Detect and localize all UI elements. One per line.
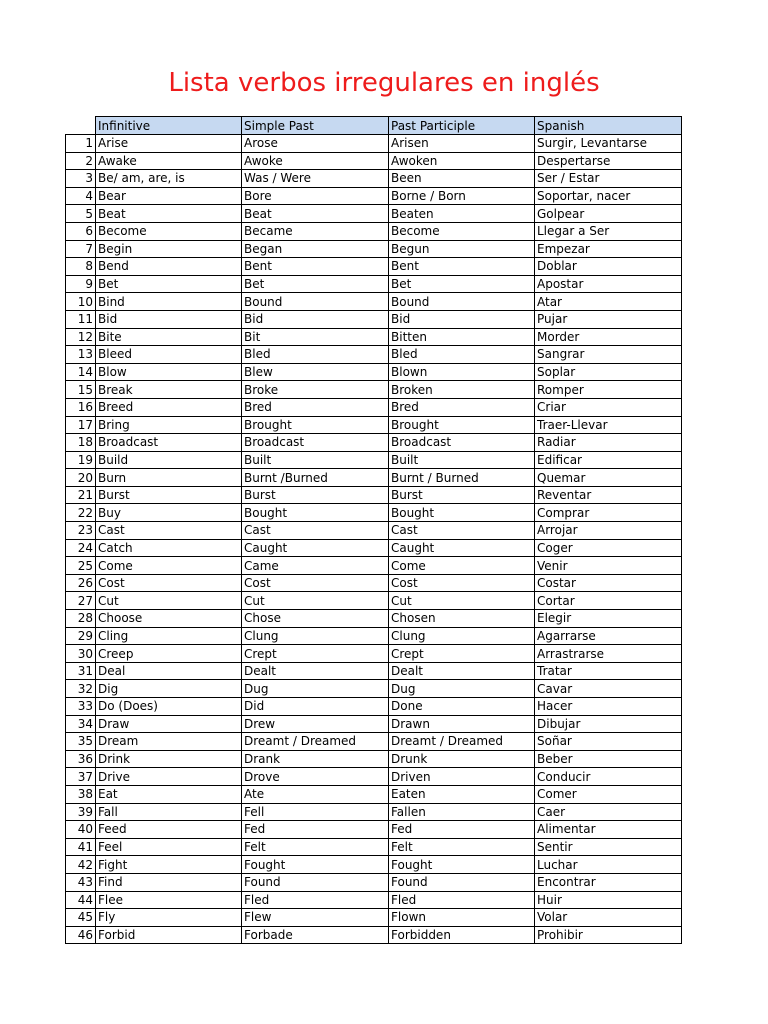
- infinitive-cell: Bind: [96, 293, 242, 311]
- simple-past-cell: Chose: [242, 610, 389, 628]
- row-number: 22: [66, 504, 96, 522]
- table-row: [66, 645, 682, 663]
- simple-past-cell: Forbade: [242, 926, 389, 944]
- spanish-cell: Luchar: [535, 856, 682, 874]
- past-participle-cell: Forbidden: [389, 926, 535, 944]
- page-title: Lista verbos irregulares en inglés: [168, 68, 600, 98]
- table-row: [66, 187, 682, 205]
- spanish-cell: Golpear: [535, 205, 682, 223]
- simple-past-cell: Caught: [242, 539, 389, 557]
- simple-past-cell: Bit: [242, 328, 389, 346]
- table-body: [66, 135, 682, 944]
- infinitive-cell: Bend: [96, 258, 242, 276]
- simple-past-cell: Clung: [242, 627, 389, 645]
- past-participle-cell: Arisen: [389, 135, 535, 153]
- infinitive-cell: Bring: [96, 416, 242, 434]
- spanish-cell: Sangrar: [535, 346, 682, 364]
- table-row: [66, 469, 682, 487]
- simple-past-cell: Bled: [242, 346, 389, 364]
- table-row: [66, 398, 682, 416]
- simple-past-cell: Fell: [242, 803, 389, 821]
- past-participle-cell: Done: [389, 698, 535, 716]
- simple-past-cell: Came: [242, 557, 389, 575]
- spanish-cell: Reventar: [535, 486, 682, 504]
- infinitive-cell: Be/ am, are, is: [96, 170, 242, 188]
- table-row: [66, 381, 682, 399]
- table-row: [66, 926, 682, 944]
- spanish-cell: Conducir: [535, 768, 682, 786]
- spanish-cell: Sentir: [535, 838, 682, 856]
- row-number: 10: [66, 293, 96, 311]
- simple-past-cell: Awoke: [242, 152, 389, 170]
- spanish-cell: Comer: [535, 785, 682, 803]
- simple-past-cell: Dug: [242, 680, 389, 698]
- row-number: 7: [66, 240, 96, 258]
- row-number: 34: [66, 715, 96, 733]
- row-number: 35: [66, 733, 96, 751]
- infinitive-cell: Bear: [96, 187, 242, 205]
- table-row: [66, 662, 682, 680]
- spanish-cell: Elegir: [535, 610, 682, 628]
- table-row: [66, 434, 682, 452]
- past-participle-cell: Dreamt / Dreamed: [389, 733, 535, 751]
- table-row: [66, 152, 682, 170]
- row-number: 28: [66, 610, 96, 628]
- simple-past-cell: Dealt: [242, 662, 389, 680]
- row-number: 21: [66, 486, 96, 504]
- row-number: 33: [66, 698, 96, 716]
- spanish-cell: Soplar: [535, 363, 682, 381]
- simple-past-cell: Broke: [242, 381, 389, 399]
- past-participle-cell: Felt: [389, 838, 535, 856]
- past-participle-cell: Fled: [389, 891, 535, 909]
- row-number: 19: [66, 451, 96, 469]
- spanish-cell: Agarrarse: [535, 627, 682, 645]
- row-number: 18: [66, 434, 96, 452]
- infinitive-cell: Fight: [96, 856, 242, 874]
- row-number: 6: [66, 222, 96, 240]
- infinitive-cell: Cast: [96, 522, 242, 540]
- row-number: 44: [66, 891, 96, 909]
- simple-past-cell: Felt: [242, 838, 389, 856]
- infinitive-cell: Break: [96, 381, 242, 399]
- simple-past-cell: Bore: [242, 187, 389, 205]
- table-row: [66, 416, 682, 434]
- infinitive-cell: Bet: [96, 275, 242, 293]
- infinitive-cell: Cost: [96, 574, 242, 592]
- spanish-cell: Soportar, nacer: [535, 187, 682, 205]
- infinitive-cell: Burst: [96, 486, 242, 504]
- row-number: 23: [66, 522, 96, 540]
- simple-past-cell: Flew: [242, 909, 389, 927]
- spanish-cell: Empezar: [535, 240, 682, 258]
- table-row: [66, 733, 682, 751]
- spanish-cell: Traer-Llevar: [535, 416, 682, 434]
- past-participle-cell: Fought: [389, 856, 535, 874]
- simple-past-cell: Burnt /Burned: [242, 469, 389, 487]
- spanish-cell: Comprar: [535, 504, 682, 522]
- simple-past-cell: Bet: [242, 275, 389, 293]
- table-row: [66, 803, 682, 821]
- row-number: 36: [66, 750, 96, 768]
- simple-past-cell: Burst: [242, 486, 389, 504]
- infinitive-cell: Come: [96, 557, 242, 575]
- row-number: 25: [66, 557, 96, 575]
- table-row: [66, 750, 682, 768]
- simple-past-cell: Drove: [242, 768, 389, 786]
- past-participle-cell: Cost: [389, 574, 535, 592]
- simple-past-cell: Cost: [242, 574, 389, 592]
- past-participle-cell: Flown: [389, 909, 535, 927]
- table-row: [66, 293, 682, 311]
- row-number: 30: [66, 645, 96, 663]
- past-participle-cell: Become: [389, 222, 535, 240]
- infinitive-cell: Bleed: [96, 346, 242, 364]
- simple-past-cell: Fled: [242, 891, 389, 909]
- row-number: 9: [66, 275, 96, 293]
- past-participle-cell: Come: [389, 557, 535, 575]
- row-number: 16: [66, 398, 96, 416]
- past-participle-cell: Been: [389, 170, 535, 188]
- simple-past-cell: Broadcast: [242, 434, 389, 452]
- spanish-cell: Arrojar: [535, 522, 682, 540]
- irregular-verbs-table: [65, 116, 682, 944]
- table-row: [66, 873, 682, 891]
- past-participle-cell: Clung: [389, 627, 535, 645]
- table-row: [66, 909, 682, 927]
- table-row: [66, 522, 682, 540]
- table-row: [66, 310, 682, 328]
- spanish-cell: Alimentar: [535, 821, 682, 839]
- infinitive-cell: Bite: [96, 328, 242, 346]
- infinitive-cell: Become: [96, 222, 242, 240]
- table-row: [66, 610, 682, 628]
- infinitive-cell: Cut: [96, 592, 242, 610]
- row-number: 3: [66, 170, 96, 188]
- row-number: 31: [66, 662, 96, 680]
- past-participle-cell: Bet: [389, 275, 535, 293]
- spanish-cell: Despertarse: [535, 152, 682, 170]
- header-spanish: Spanish: [535, 117, 682, 135]
- spanish-cell: Arrastrarse: [535, 645, 682, 663]
- past-participle-cell: Found: [389, 873, 535, 891]
- simple-past-cell: Drew: [242, 715, 389, 733]
- infinitive-cell: Fall: [96, 803, 242, 821]
- infinitive-cell: Forbid: [96, 926, 242, 944]
- past-participle-cell: Chosen: [389, 610, 535, 628]
- spanish-cell: Soñar: [535, 733, 682, 751]
- spanish-cell: Caer: [535, 803, 682, 821]
- past-participle-cell: Begun: [389, 240, 535, 258]
- infinitive-cell: Drink: [96, 750, 242, 768]
- table-row: [66, 451, 682, 469]
- header-corner: [66, 117, 96, 135]
- row-number: 38: [66, 785, 96, 803]
- simple-past-cell: Beat: [242, 205, 389, 223]
- table-row: [66, 504, 682, 522]
- row-number: 13: [66, 346, 96, 364]
- simple-past-cell: Arose: [242, 135, 389, 153]
- row-number: 26: [66, 574, 96, 592]
- row-number: 27: [66, 592, 96, 610]
- row-number: 5: [66, 205, 96, 223]
- simple-past-cell: Built: [242, 451, 389, 469]
- past-participle-cell: Driven: [389, 768, 535, 786]
- simple-past-cell: Found: [242, 873, 389, 891]
- infinitive-cell: Deal: [96, 662, 242, 680]
- header-simple-past: Simple Past: [242, 117, 389, 135]
- past-participle-cell: Bought: [389, 504, 535, 522]
- infinitive-cell: Feel: [96, 838, 242, 856]
- infinitive-cell: Drive: [96, 768, 242, 786]
- spanish-cell: Costar: [535, 574, 682, 592]
- past-participle-cell: Borne / Born: [389, 187, 535, 205]
- simple-past-cell: Brought: [242, 416, 389, 434]
- spanish-cell: Beber: [535, 750, 682, 768]
- row-number: 43: [66, 873, 96, 891]
- past-participle-cell: Drunk: [389, 750, 535, 768]
- past-participle-cell: Broadcast: [389, 434, 535, 452]
- past-participle-cell: Broken: [389, 381, 535, 399]
- past-participle-cell: Built: [389, 451, 535, 469]
- infinitive-cell: Breed: [96, 398, 242, 416]
- table-row: [66, 891, 682, 909]
- simple-past-cell: Did: [242, 698, 389, 716]
- infinitive-cell: Burn: [96, 469, 242, 487]
- table-row: [66, 838, 682, 856]
- spanish-cell: Radiar: [535, 434, 682, 452]
- row-number: 14: [66, 363, 96, 381]
- simple-past-cell: Bred: [242, 398, 389, 416]
- infinitive-cell: Fly: [96, 909, 242, 927]
- table-row: [66, 328, 682, 346]
- header-infinitive: Infinitive: [96, 117, 242, 135]
- spanish-cell: Tratar: [535, 662, 682, 680]
- simple-past-cell: Fed: [242, 821, 389, 839]
- spanish-cell: Hacer: [535, 698, 682, 716]
- row-number: 2: [66, 152, 96, 170]
- spanish-cell: Cavar: [535, 680, 682, 698]
- infinitive-cell: Beat: [96, 205, 242, 223]
- past-participle-cell: Bitten: [389, 328, 535, 346]
- past-participle-cell: Fed: [389, 821, 535, 839]
- past-participle-cell: Drawn: [389, 715, 535, 733]
- header-past-participle: Past Participle: [389, 117, 535, 135]
- past-participle-cell: Blown: [389, 363, 535, 381]
- table-row: [66, 785, 682, 803]
- table-row: [66, 574, 682, 592]
- infinitive-cell: Do (Does): [96, 698, 242, 716]
- infinitive-cell: Flee: [96, 891, 242, 909]
- past-participle-cell: Bound: [389, 293, 535, 311]
- table-row: [66, 275, 682, 293]
- past-participle-cell: Crept: [389, 645, 535, 663]
- simple-past-cell: Fought: [242, 856, 389, 874]
- past-participle-cell: Cast: [389, 522, 535, 540]
- row-number: 1: [66, 135, 96, 153]
- table-row: [66, 346, 682, 364]
- table-row: [66, 363, 682, 381]
- past-participle-cell: Bid: [389, 310, 535, 328]
- row-number: 15: [66, 381, 96, 399]
- row-number: 41: [66, 838, 96, 856]
- past-participle-cell: Bent: [389, 258, 535, 276]
- table-row: [66, 715, 682, 733]
- table-row: [66, 821, 682, 839]
- simple-past-cell: Became: [242, 222, 389, 240]
- spanish-cell: Dibujar: [535, 715, 682, 733]
- table-row: [66, 258, 682, 276]
- past-participle-cell: Burst: [389, 486, 535, 504]
- table-row: [66, 539, 682, 557]
- table-row: [66, 680, 682, 698]
- row-number: 29: [66, 627, 96, 645]
- spanish-cell: Doblar: [535, 258, 682, 276]
- row-number: 20: [66, 469, 96, 487]
- row-number: 40: [66, 821, 96, 839]
- infinitive-cell: Creep: [96, 645, 242, 663]
- infinitive-cell: Blow: [96, 363, 242, 381]
- simple-past-cell: Was / Were: [242, 170, 389, 188]
- table-row: [66, 856, 682, 874]
- infinitive-cell: Build: [96, 451, 242, 469]
- infinitive-cell: Dream: [96, 733, 242, 751]
- past-participle-cell: Dug: [389, 680, 535, 698]
- table-row: [66, 768, 682, 786]
- table-row: [66, 557, 682, 575]
- infinitive-cell: Arise: [96, 135, 242, 153]
- infinitive-cell: Bid: [96, 310, 242, 328]
- table-row: [66, 205, 682, 223]
- row-number: 12: [66, 328, 96, 346]
- spanish-cell: Venir: [535, 557, 682, 575]
- row-number: 4: [66, 187, 96, 205]
- spanish-cell: Romper: [535, 381, 682, 399]
- simple-past-cell: Ate: [242, 785, 389, 803]
- table-row: [66, 222, 682, 240]
- simple-past-cell: Dreamt / Dreamed: [242, 733, 389, 751]
- row-number: 46: [66, 926, 96, 944]
- infinitive-cell: Find: [96, 873, 242, 891]
- past-participle-cell: Burnt / Burned: [389, 469, 535, 487]
- table-row: [66, 592, 682, 610]
- table-row: [66, 486, 682, 504]
- spanish-cell: Cortar: [535, 592, 682, 610]
- simple-past-cell: Crept: [242, 645, 389, 663]
- past-participle-cell: Cut: [389, 592, 535, 610]
- row-number: 45: [66, 909, 96, 927]
- spanish-cell: Criar: [535, 398, 682, 416]
- past-participle-cell: Awoken: [389, 152, 535, 170]
- spanish-cell: Prohibir: [535, 926, 682, 944]
- table-row: [66, 627, 682, 645]
- infinitive-cell: Buy: [96, 504, 242, 522]
- spanish-cell: Encontrar: [535, 873, 682, 891]
- past-participle-cell: Brought: [389, 416, 535, 434]
- past-participle-cell: Eaten: [389, 785, 535, 803]
- spanish-cell: Apostar: [535, 275, 682, 293]
- simple-past-cell: Cast: [242, 522, 389, 540]
- spanish-cell: Huir: [535, 891, 682, 909]
- infinitive-cell: Begin: [96, 240, 242, 258]
- infinitive-cell: Draw: [96, 715, 242, 733]
- spanish-cell: Surgir, Levantarse: [535, 135, 682, 153]
- simple-past-cell: Bent: [242, 258, 389, 276]
- spanish-cell: Quemar: [535, 469, 682, 487]
- infinitive-cell: Broadcast: [96, 434, 242, 452]
- table-row: [66, 170, 682, 188]
- simple-past-cell: Drank: [242, 750, 389, 768]
- table-header-row: [66, 117, 682, 135]
- past-participle-cell: Dealt: [389, 662, 535, 680]
- spanish-cell: Coger: [535, 539, 682, 557]
- infinitive-cell: Dig: [96, 680, 242, 698]
- past-participle-cell: Caught: [389, 539, 535, 557]
- spanish-cell: Edificar: [535, 451, 682, 469]
- row-number: 17: [66, 416, 96, 434]
- spanish-cell: Llegar a Ser: [535, 222, 682, 240]
- simple-past-cell: Cut: [242, 592, 389, 610]
- spanish-cell: Volar: [535, 909, 682, 927]
- row-number: 24: [66, 539, 96, 557]
- past-participle-cell: Fallen: [389, 803, 535, 821]
- past-participle-cell: Bred: [389, 398, 535, 416]
- row-number: 42: [66, 856, 96, 874]
- spanish-cell: Morder: [535, 328, 682, 346]
- table-row: [66, 240, 682, 258]
- infinitive-cell: Feed: [96, 821, 242, 839]
- row-number: 37: [66, 768, 96, 786]
- spanish-cell: Pujar: [535, 310, 682, 328]
- table-row: [66, 698, 682, 716]
- infinitive-cell: Eat: [96, 785, 242, 803]
- simple-past-cell: Bought: [242, 504, 389, 522]
- past-participle-cell: Bled: [389, 346, 535, 364]
- row-number: 32: [66, 680, 96, 698]
- infinitive-cell: Awake: [96, 152, 242, 170]
- table-row: [66, 135, 682, 153]
- spanish-cell: Atar: [535, 293, 682, 311]
- simple-past-cell: Bid: [242, 310, 389, 328]
- infinitive-cell: Catch: [96, 539, 242, 557]
- simple-past-cell: Blew: [242, 363, 389, 381]
- row-number: 11: [66, 310, 96, 328]
- spanish-cell: Ser / Estar: [535, 170, 682, 188]
- row-number: 8: [66, 258, 96, 276]
- infinitive-cell: Cling: [96, 627, 242, 645]
- infinitive-cell: Choose: [96, 610, 242, 628]
- row-number: 39: [66, 803, 96, 821]
- past-participle-cell: Beaten: [389, 205, 535, 223]
- simple-past-cell: Began: [242, 240, 389, 258]
- simple-past-cell: Bound: [242, 293, 389, 311]
